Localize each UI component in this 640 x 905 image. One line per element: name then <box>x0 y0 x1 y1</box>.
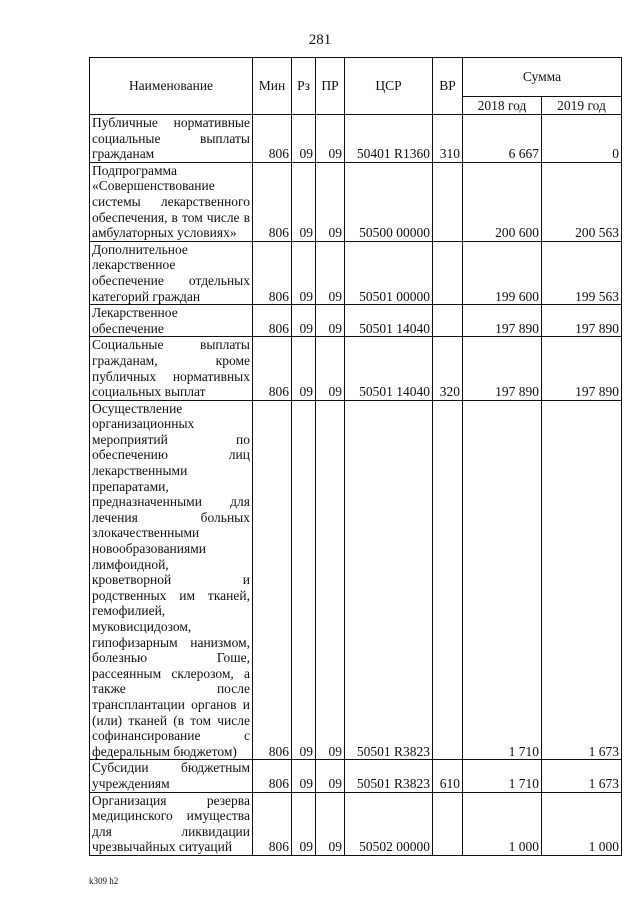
row-name: Лекарственное обеспечение <box>90 305 253 337</box>
header-2018: 2018 год <box>463 97 542 115</box>
row-sum-2018: 199 600 <box>463 241 542 304</box>
row-csr: 50500 00000 <box>345 162 433 241</box>
row-vr: 310 <box>433 115 463 163</box>
header-min: Мин <box>253 58 292 115</box>
row-min: 806 <box>253 760 292 792</box>
header-sum: Сумма <box>463 58 622 97</box>
row-pr: 09 <box>316 162 345 241</box>
row-sum-2019: 197 890 <box>542 305 622 337</box>
row-vr <box>433 792 463 855</box>
row-vr <box>433 400 463 760</box>
row-pr: 09 <box>316 305 345 337</box>
row-min: 806 <box>253 241 292 304</box>
table-row <box>90 241 622 304</box>
row-name: Подпрограмма «Совершенствование системы лекарственного обеспечения, в том числе в амбулаторных условиях» <box>90 162 253 241</box>
row-csr: 50502 00000 <box>345 792 433 855</box>
row-name: Субсидии бюджетным учреждениям <box>90 760 253 792</box>
row-rz: 09 <box>292 115 316 163</box>
row-csr: 50501 00000 <box>345 241 433 304</box>
row-sum-2018: 197 890 <box>463 337 542 400</box>
row-csr: 50501 R3823 <box>345 400 433 760</box>
row-min: 806 <box>253 792 292 855</box>
table-row <box>90 400 622 760</box>
row-sum-2018: 1 710 <box>463 760 542 792</box>
row-pr: 09 <box>316 400 345 760</box>
row-sum-2018: 1 710 <box>463 400 542 760</box>
header-vr: ВР <box>433 58 463 115</box>
row-min: 806 <box>253 400 292 760</box>
row-csr: 50501 R3823 <box>345 760 433 792</box>
row-rz: 09 <box>292 760 316 792</box>
header-rz: Рз <box>292 58 316 115</box>
row-pr: 09 <box>316 760 345 792</box>
row-sum-2019: 1 673 <box>542 400 622 760</box>
row-sum-2018: 1 000 <box>463 792 542 855</box>
row-name: Социальные выплаты гражданам, кроме публичных нормативных социальных выплат <box>90 337 253 400</box>
header-name: Наименование <box>90 58 253 115</box>
header-2019: 2019 год <box>542 97 622 115</box>
row-csr: 50501 14040 <box>345 337 433 400</box>
row-csr: 50501 14040 <box>345 305 433 337</box>
row-rz: 09 <box>292 337 316 400</box>
header-pr: ПР <box>316 58 345 115</box>
row-min: 806 <box>253 115 292 163</box>
table-row <box>90 760 622 792</box>
table-row <box>90 305 622 337</box>
row-rz: 09 <box>292 162 316 241</box>
row-min: 806 <box>253 305 292 337</box>
row-csr: 50401 R1360 <box>345 115 433 163</box>
row-sum-2019: 1 000 <box>542 792 622 855</box>
row-rz: 09 <box>292 305 316 337</box>
row-sum-2019: 199 563 <box>542 241 622 304</box>
row-sum-2019: 1 673 <box>542 760 622 792</box>
row-pr: 09 <box>316 241 345 304</box>
row-rz: 09 <box>292 400 316 760</box>
row-name: Публичные нормативные социальные выплаты гражданам <box>90 115 253 163</box>
row-sum-2018: 197 890 <box>463 305 542 337</box>
row-name: Осуществление организационных мероприятий по обеспечению лиц лекарственными препаратами, предназначенными для лечения больных злокачественными новообразованиями лимфоидной, кроветворной и родственных им тканей, гемофилией, муковисцидозом, гипофизарным нанизмом, болезнью Гоше, рассеянным склерозом, а также после трансплантации органов и (или) тканей (в том числе софинансирование с федеральным бюджетом) <box>90 400 253 760</box>
row-vr <box>433 162 463 241</box>
row-pr: 09 <box>316 792 345 855</box>
row-sum-2019: 197 890 <box>542 337 622 400</box>
row-pr: 09 <box>316 115 345 163</box>
footer-code: k309 h2 <box>89 876 119 886</box>
table-row <box>90 115 622 163</box>
row-rz: 09 <box>292 241 316 304</box>
table-row <box>90 337 622 400</box>
row-rz: 09 <box>292 792 316 855</box>
budget-table <box>89 57 622 856</box>
row-name: Организация резерва медицинского имущества для ликвидации чрезвычайных ситуаций <box>90 792 253 855</box>
row-sum-2019: 0 <box>542 115 622 163</box>
row-vr: 320 <box>433 337 463 400</box>
page-number: 281 <box>308 32 332 48</box>
row-sum-2018: 200 600 <box>463 162 542 241</box>
row-min: 806 <box>253 337 292 400</box>
row-vr <box>433 241 463 304</box>
row-name: Дополнительное лекарственное обеспечение отдельных категорий граждан <box>90 241 253 304</box>
row-vr: 610 <box>433 760 463 792</box>
table-row <box>90 792 622 855</box>
header-csr: ЦСР <box>345 58 433 115</box>
row-vr <box>433 305 463 337</box>
row-sum-2019: 200 563 <box>542 162 622 241</box>
row-sum-2018: 6 667 <box>463 115 542 163</box>
row-pr: 09 <box>316 337 345 400</box>
table-row <box>90 162 622 241</box>
row-min: 806 <box>253 162 292 241</box>
